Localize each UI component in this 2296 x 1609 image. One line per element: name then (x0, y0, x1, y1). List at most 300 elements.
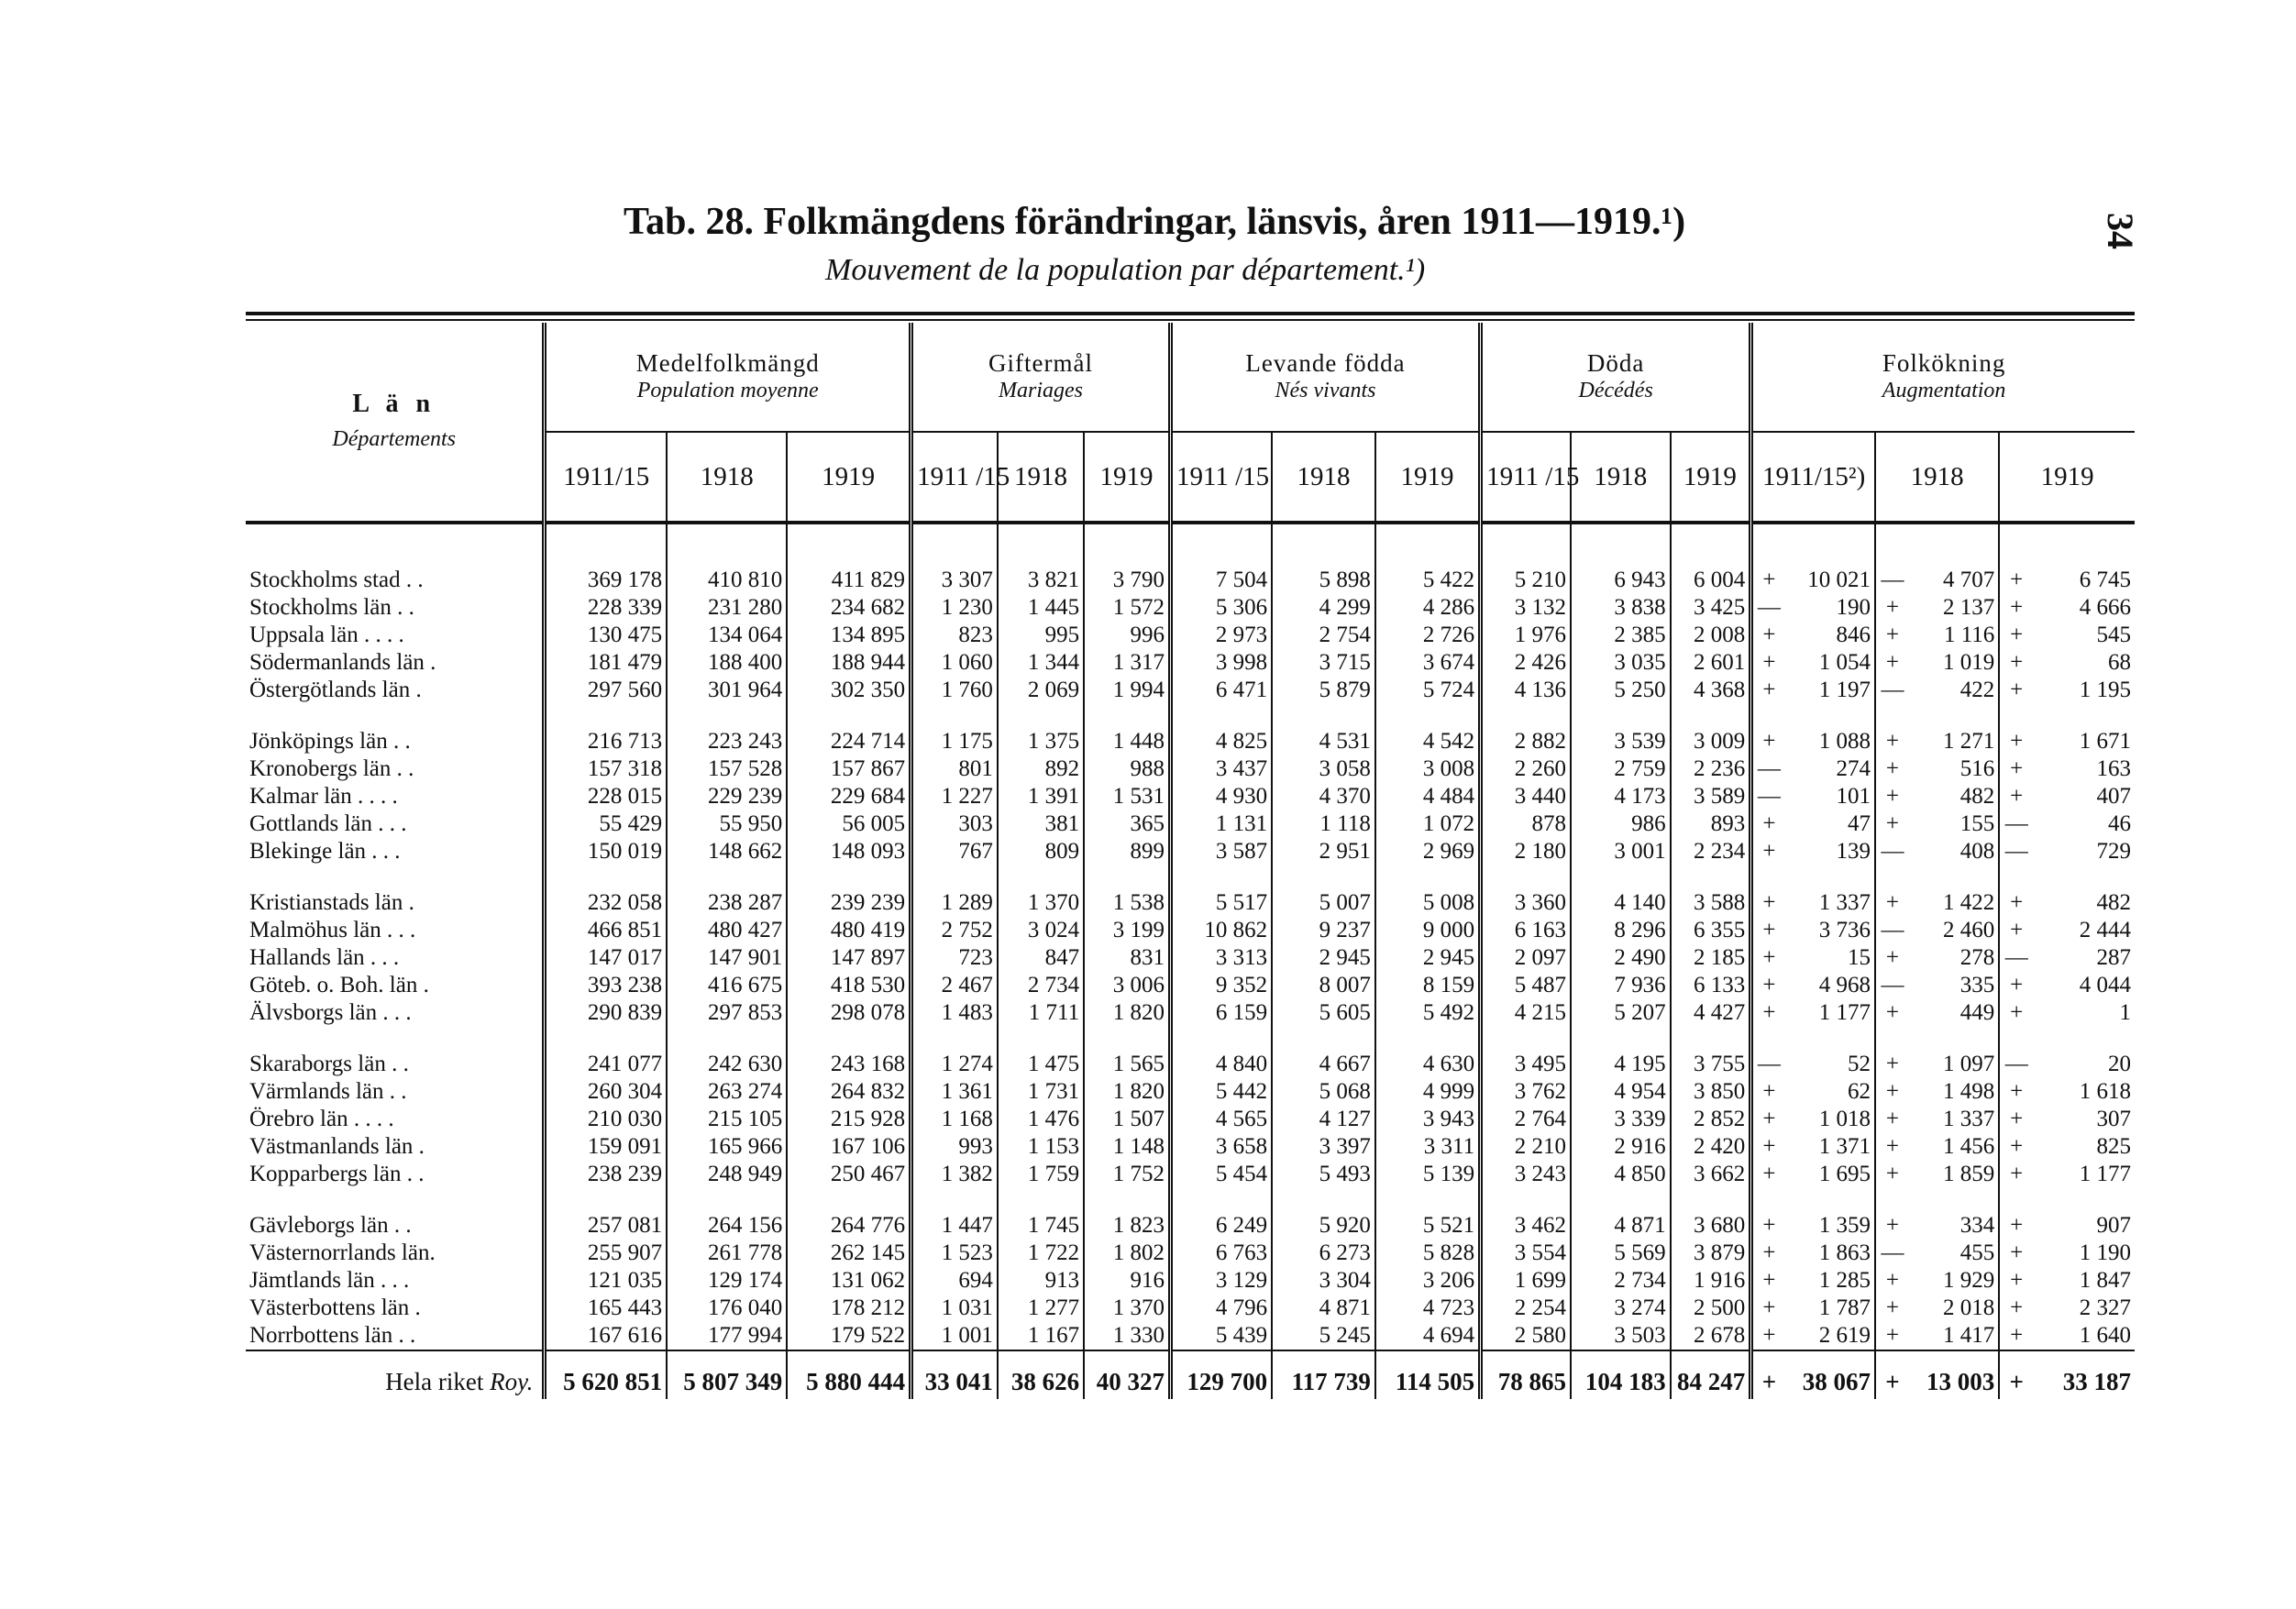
growth-sign: + (1875, 944, 1909, 972)
growth-sign: + (1875, 889, 1909, 917)
page-subtitle: Mouvement de la population par département.¹) (825, 253, 1426, 287)
growth-value: 20 (2108, 1052, 2131, 1076)
growth-sign: + (1875, 1212, 1909, 1240)
spacer-cell (911, 865, 998, 889)
mar-value: 1 168 (911, 1106, 998, 1133)
deaths-value: 2 210 (1481, 1133, 1571, 1161)
growth-value: 1 371 (1818, 1134, 1871, 1159)
table-row (246, 755, 2135, 783)
births-value: 5 245 (1272, 1322, 1375, 1350)
growth-sign: + (1999, 1106, 2033, 1133)
growth-sign: + (1751, 622, 1785, 649)
mar-value: 365 (1084, 810, 1170, 838)
growth-sign: + (1875, 649, 1909, 677)
growth-sign: + (1751, 677, 1785, 704)
mar-value: 1 274 (911, 1051, 998, 1078)
mar-value: 1 445 (998, 594, 1084, 622)
spacer-cell (787, 865, 911, 889)
growth-value: 307 (2096, 1107, 2131, 1131)
growth-sign: + (1751, 838, 1785, 865)
spacer-cell (1084, 1027, 1170, 1051)
growth-sign: + (1875, 1322, 1909, 1350)
group-spacer (246, 704, 2135, 728)
mar-value: 1 370 (1084, 1295, 1170, 1322)
births-value: 6 273 (1272, 1240, 1375, 1267)
spacer-cell (787, 1188, 911, 1212)
growth-sign: + (1999, 1240, 2033, 1267)
mar-value: 1 802 (1084, 1240, 1170, 1267)
table-row (246, 677, 2135, 704)
lan-name: Göteb. o. Boh. län . (249, 973, 429, 997)
growth-sign: — (1875, 917, 1909, 944)
deaths-value: 3 680 (1671, 1212, 1751, 1240)
pop-value: 55 950 (667, 810, 787, 838)
growth-value: 155 (1959, 811, 1995, 836)
growth-sign: + (1999, 755, 2033, 783)
header-year: 1918 (1571, 432, 1671, 523)
growth-value: 1 863 (1818, 1240, 1871, 1265)
births-value: 3 587 (1170, 838, 1272, 865)
births-value: 3 008 (1375, 755, 1481, 783)
pop-value: 167 616 (545, 1322, 667, 1350)
births-value: 3 313 (1170, 944, 1272, 972)
growth-value: 1 422 (1943, 890, 1995, 915)
deaths-value: 986 (1571, 810, 1671, 838)
growth-sign: + (1751, 917, 1785, 944)
total-label (246, 1350, 545, 1399)
births-value: 5 521 (1375, 1212, 1481, 1240)
growth-value: 334 (1959, 1213, 1995, 1238)
mar-value: 823 (911, 622, 998, 649)
births-value: 5 605 (1272, 999, 1375, 1027)
births-value: 5 517 (1170, 889, 1272, 917)
spacer-cell (667, 1188, 787, 1212)
births-value: 129 700 (1170, 1350, 1272, 1399)
total-row (246, 1350, 2135, 1399)
deaths-value: 6 355 (1671, 917, 1751, 944)
growth-sign: + (1999, 917, 2033, 944)
deaths-value: 3 462 (1481, 1212, 1571, 1240)
pop-value: 165 966 (667, 1133, 787, 1161)
deaths-value: 3 440 (1481, 783, 1571, 810)
mar-value: 1 230 (911, 594, 998, 622)
growth-sign: + (1751, 1240, 1785, 1267)
pop-value: 188 400 (667, 649, 787, 677)
deaths-value: 3 539 (1571, 728, 1671, 755)
spacer-cell (1571, 704, 1671, 728)
pop-value: 228 015 (545, 783, 667, 810)
growth-sign: + (1751, 810, 1785, 838)
pop-value: 5 620 851 (545, 1350, 667, 1399)
growth-sign: — (1875, 677, 1909, 704)
growth-sign: + (1751, 649, 1785, 677)
deaths-value: 5 207 (1571, 999, 1671, 1027)
pop-value: 224 714 (787, 728, 911, 755)
mar-value: 723 (911, 944, 998, 972)
mar-value: 1 745 (998, 1212, 1084, 1240)
growth-value: 1 019 (1943, 650, 1995, 675)
growth-sign: + (1875, 622, 1909, 649)
table-body (246, 523, 2135, 1399)
table-row (246, 1078, 2135, 1106)
growth-value: 449 (1959, 1000, 1995, 1025)
growth-sign: — (1999, 838, 2033, 865)
header-group-marriages: Giftermål Mariages (911, 323, 1171, 432)
growth-value: 101 (1836, 784, 1871, 809)
table-row (246, 999, 2135, 1027)
spacer-cell (1481, 704, 1571, 728)
births-value: 5 139 (1375, 1161, 1481, 1188)
growth-sign: + (1999, 728, 2033, 755)
deaths-value: 78 865 (1481, 1350, 1571, 1399)
growth-sign: + (1751, 944, 1785, 972)
births-value: 2 973 (1170, 622, 1272, 649)
growth-value: 52 (1848, 1052, 1871, 1076)
growth-value: 1 177 (2079, 1162, 2131, 1186)
deaths-value: 7 936 (1571, 972, 1671, 999)
mar-value: 995 (998, 622, 1084, 649)
pop-value: 257 081 (545, 1212, 667, 1240)
mar-value: 1 060 (911, 649, 998, 677)
mar-value: 2 467 (911, 972, 998, 999)
spacer-cell (1481, 1027, 1571, 1051)
spacer-cell (545, 1027, 667, 1051)
table-row (246, 1051, 2135, 1078)
mar-value: 767 (911, 838, 998, 865)
spacer-cell (1375, 1188, 1481, 1212)
deaths-value: 3 274 (1571, 1295, 1671, 1322)
mar-value: 33 041 (911, 1350, 998, 1399)
deaths-value: 3 588 (1671, 889, 1751, 917)
table-row (246, 1212, 2135, 1240)
births-value: 2 945 (1272, 944, 1375, 972)
pop-value: 229 684 (787, 783, 911, 810)
births-value: 4 667 (1272, 1051, 1375, 1078)
pop-value: 297 853 (667, 999, 787, 1027)
spacer-cell (1999, 865, 2033, 889)
lan-name: Kronobergs län . . (249, 756, 414, 781)
deaths-value: 1 699 (1481, 1267, 1571, 1295)
pop-value: 418 530 (787, 972, 911, 999)
births-value: 4 796 (1170, 1295, 1272, 1322)
mar-value: 1 823 (1084, 1212, 1170, 1240)
mar-value: 1 167 (998, 1322, 1084, 1350)
spacer-cell (2033, 1188, 2135, 1212)
growth-sign: + (1999, 523, 2033, 594)
mar-value: 3 006 (1084, 972, 1170, 999)
births-value: 8 159 (1375, 972, 1481, 999)
growth-sign: — (1875, 838, 1909, 865)
table-row (246, 1106, 2135, 1133)
header-group-deaths: Döda Décédés (1481, 323, 1751, 432)
growth-sign: + (1999, 1133, 2033, 1161)
growth-sign: — (1875, 523, 1909, 594)
deaths-value: 4 140 (1571, 889, 1671, 917)
pop-value: 290 839 (545, 999, 667, 1027)
spacer-cell (1875, 1027, 1909, 1051)
growth-value: 1 337 (1818, 890, 1871, 915)
spacer-cell (667, 704, 787, 728)
header-lan-label-fr: Départements (332, 427, 457, 451)
growth-sign: + (1751, 1133, 1785, 1161)
spacer-cell (1170, 1027, 1272, 1051)
pop-value: 55 429 (545, 810, 667, 838)
births-value: 3 658 (1170, 1133, 1272, 1161)
pop-value: 165 443 (545, 1295, 667, 1322)
lan-name: Västerbottens län . (249, 1295, 421, 1320)
spacer-cell (1875, 1188, 1909, 1212)
mar-value: 40 327 (1084, 1350, 1170, 1399)
deaths-value: 3 001 (1571, 838, 1671, 865)
births-value: 4 127 (1272, 1106, 1375, 1133)
table-row (246, 889, 2135, 917)
table-row (246, 1267, 2135, 1295)
spacer-cell (1084, 865, 1170, 889)
page-number: 34 (2100, 213, 2141, 249)
deaths-value: 3 850 (1671, 1078, 1751, 1106)
births-value: 5 008 (1375, 889, 1481, 917)
growth-sign: + (1875, 1161, 1909, 1188)
growth-sign: + (1875, 1267, 1909, 1295)
growth-sign: + (1751, 999, 1785, 1027)
deaths-value: 4 850 (1571, 1161, 1671, 1188)
births-value: 4 825 (1170, 728, 1272, 755)
deaths-value: 4 215 (1481, 999, 1571, 1027)
births-value: 5 007 (1272, 889, 1375, 917)
growth-value: 3 736 (1818, 918, 1871, 942)
spacer-cell (667, 865, 787, 889)
mar-value: 1 175 (911, 728, 998, 755)
growth-value: 1 190 (2079, 1240, 2131, 1265)
spacer-cell (545, 704, 667, 728)
table-row (246, 1240, 2135, 1267)
lan-name: Jämtlands län . . . (249, 1268, 410, 1293)
header-year: 1918 (1272, 432, 1375, 523)
pop-value: 301 964 (667, 677, 787, 704)
births-value: 6 159 (1170, 999, 1272, 1027)
deaths-value: 6 133 (1671, 972, 1751, 999)
deaths-value: 2 852 (1671, 1106, 1751, 1133)
deaths-value: 2 097 (1481, 944, 1571, 972)
spacer-cell (1671, 704, 1751, 728)
table-row (246, 972, 2135, 999)
growth-sign: + (1751, 728, 1785, 755)
mar-value: 1 382 (911, 1161, 998, 1188)
growth-value: 1 640 (2079, 1323, 2131, 1348)
spacer-cell (2033, 865, 2135, 889)
deaths-value: 2 385 (1571, 622, 1671, 649)
deaths-value: 893 (1671, 810, 1751, 838)
births-value: 3 998 (1170, 649, 1272, 677)
mar-value: 3 307 (911, 523, 998, 594)
pop-value: 262 145 (787, 1240, 911, 1267)
spacer-cell (1785, 1027, 1875, 1051)
deaths-value: 878 (1481, 810, 1571, 838)
births-value: 9 000 (1375, 917, 1481, 944)
pop-value: 264 776 (787, 1212, 911, 1240)
pop-value: 188 944 (787, 649, 911, 677)
deaths-value: 2 185 (1671, 944, 1751, 972)
pop-value: 232 058 (545, 889, 667, 917)
deaths-value: 6 943 (1571, 523, 1671, 594)
pop-value: 210 030 (545, 1106, 667, 1133)
mar-value: 1 531 (1084, 783, 1170, 810)
growth-sign: + (1751, 1212, 1785, 1240)
spacer-cell (1272, 865, 1375, 889)
pop-value: 393 238 (545, 972, 667, 999)
table-row (246, 838, 2135, 865)
top-rule-thin (246, 319, 2135, 321)
births-value: 5 422 (1375, 523, 1481, 594)
pop-value: 260 304 (545, 1078, 667, 1106)
table-row (246, 1133, 2135, 1161)
table-row (246, 1295, 2135, 1322)
pop-value: 5 807 349 (667, 1350, 787, 1399)
growth-sign: + (1875, 728, 1909, 755)
growth-value: 407 (2096, 784, 2131, 809)
deaths-value: 2 490 (1571, 944, 1671, 972)
mar-value: 1 538 (1084, 889, 1170, 917)
header-year: 1919 (1671, 432, 1751, 523)
growth-value: 2 444 (2079, 918, 2131, 942)
table-row (246, 917, 2135, 944)
pop-value: 298 078 (787, 999, 911, 1027)
pop-value: 148 662 (667, 838, 787, 865)
growth-value: 1 456 (1943, 1134, 1995, 1159)
mar-value: 1 476 (998, 1106, 1084, 1133)
growth-sign: + (1999, 1212, 2033, 1240)
group-spacer (246, 1027, 2135, 1051)
growth-sign: + (1999, 1078, 2033, 1106)
births-value: 5 306 (1170, 594, 1272, 622)
lan-name: Hallands län . . . (249, 945, 400, 970)
deaths-value: 2 180 (1481, 838, 1571, 865)
births-value: 114 505 (1375, 1350, 1481, 1399)
growth-value: 422 (1959, 678, 1995, 702)
growth-sign: + (1875, 755, 1909, 783)
growth-sign: + (1751, 889, 1785, 917)
pop-value: 181 479 (545, 649, 667, 677)
deaths-value: 3 035 (1571, 649, 1671, 677)
deaths-value: 2 008 (1671, 622, 1751, 649)
pop-value: 466 851 (545, 917, 667, 944)
spacer-cell (1909, 1027, 1999, 1051)
births-value: 4 694 (1375, 1322, 1481, 1350)
growth-sign: — (1751, 594, 1785, 622)
growth-sign: + (1751, 1350, 1785, 1399)
spacer-cell (1084, 704, 1170, 728)
lan-name: Västernorrlands län. (249, 1240, 436, 1265)
mar-value: 809 (998, 838, 1084, 865)
header-year: 1918 (998, 432, 1084, 523)
pop-value: 159 091 (545, 1133, 667, 1161)
table-row (246, 810, 2135, 838)
growth-value: 516 (1959, 756, 1995, 781)
growth-sign: — (1999, 810, 2033, 838)
header-group-growth: Folkökning Augmentation (1751, 323, 2135, 432)
spacer-cell (787, 704, 911, 728)
births-value: 4 531 (1272, 728, 1375, 755)
growth-sign: + (1999, 622, 2033, 649)
pop-value: 179 522 (787, 1322, 911, 1350)
growth-sign: + (1999, 783, 2033, 810)
pop-value: 480 419 (787, 917, 911, 944)
mar-value: 303 (911, 810, 998, 838)
spacer-cell (246, 704, 545, 728)
lan-name: Kalmar län . . . . (249, 784, 398, 809)
lan-name: Skaraborgs län . . (249, 1052, 409, 1076)
pop-value: 134 064 (667, 622, 787, 649)
mar-value: 1 731 (998, 1078, 1084, 1106)
growth-value: 1 197 (1818, 678, 1871, 702)
births-value: 2 951 (1272, 838, 1375, 865)
table-row (246, 523, 2135, 594)
mar-value: 1 722 (998, 1240, 1084, 1267)
mar-value: 1 227 (911, 783, 998, 810)
spacer-cell (1671, 1188, 1751, 1212)
births-value: 5 442 (1170, 1078, 1272, 1106)
growth-sign: + (1999, 889, 2033, 917)
growth-value: 907 (2096, 1213, 2131, 1238)
pop-value: 5 880 444 (787, 1350, 911, 1399)
deaths-value: 2 260 (1481, 755, 1571, 783)
births-value: 4 286 (1375, 594, 1481, 622)
growth-value: 1 695 (1818, 1162, 1871, 1186)
spacer-cell (1909, 1188, 1999, 1212)
deaths-value: 84 247 (1671, 1350, 1751, 1399)
top-rule (246, 312, 2135, 315)
mar-value: 1 475 (998, 1051, 1084, 1078)
growth-value: 13 003 (1909, 1350, 1999, 1399)
spacer-cell (667, 1027, 787, 1051)
growth-value: 287 (2096, 945, 2131, 970)
spacer-cell (1751, 704, 1785, 728)
births-value: 4 565 (1170, 1106, 1272, 1133)
growth-sign: + (1875, 1295, 1909, 1322)
deaths-value: 2 580 (1481, 1322, 1571, 1350)
pop-value: 243 168 (787, 1051, 911, 1078)
births-value: 6 471 (1170, 677, 1272, 704)
growth-value: 278 (1959, 945, 1995, 970)
deaths-value: 2 500 (1671, 1295, 1751, 1322)
pop-value: 242 630 (667, 1051, 787, 1078)
growth-sign: + (1999, 677, 2033, 704)
deaths-value: 1 976 (1481, 622, 1571, 649)
deaths-value: 6 004 (1671, 523, 1751, 594)
spacer-cell (998, 1027, 1084, 1051)
deaths-value: 4 173 (1571, 783, 1671, 810)
pop-value: 147 017 (545, 944, 667, 972)
growth-value: 1 116 (1943, 623, 1995, 647)
mar-value: 1 153 (998, 1133, 1084, 1161)
pop-value: 157 867 (787, 755, 911, 783)
header-year: 1919 (1084, 432, 1170, 523)
spacer-cell (1671, 1027, 1751, 1051)
header-year: 1911/15²) (1751, 432, 1875, 523)
deaths-value: 3 554 (1481, 1240, 1571, 1267)
header-year: 1919 (1375, 432, 1481, 523)
lan-name: Kristianstads län . (249, 890, 414, 915)
spacer-cell (1671, 865, 1751, 889)
growth-value: 4 666 (2079, 595, 2131, 620)
table-row (246, 728, 2135, 755)
header-group-population: Medelfolkmängd Population moyenne (545, 323, 911, 432)
births-value: 4 299 (1272, 594, 1375, 622)
lan-name: Blekinge län . . . (249, 839, 401, 864)
spacer-cell (787, 1027, 911, 1051)
spacer-cell (1751, 865, 1785, 889)
spacer-cell (2033, 704, 2135, 728)
